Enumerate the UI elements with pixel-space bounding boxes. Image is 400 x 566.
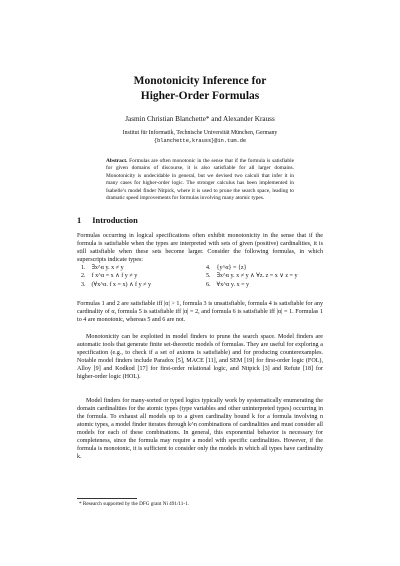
section-number: 1 (77, 216, 82, 225)
formula-number: 6. (206, 281, 211, 288)
formula-number: 5. (206, 273, 211, 280)
formula-item (206, 272, 298, 280)
affiliation-block (0, 129, 400, 145)
abstract-label: Abstract. (106, 158, 128, 164)
formula-number: 4. (206, 265, 211, 271)
footnote: * Research supported by the DFG grant Ni 491/11-1. (79, 501, 190, 507)
formula-number: 2. (81, 273, 86, 280)
title-line-1: Monotonicity Inference for (133, 75, 267, 87)
formula-item (81, 264, 124, 272)
paragraph-1: Formulas occurring in logical specifications often exhibit monotonicity in the sense that if the formula is satisfiable when the types are interpreted with sets of given (positive) cardinalities, it is still satisfiable when these sets become larger. Consider the following formulas, in which superscripts indicate types: (77, 233, 323, 264)
formula-text: f x^α = x ∧ f y ≠ y (91, 273, 138, 280)
email: {blanchette,krauss}@in.tum.de (153, 138, 247, 144)
abstract-text: Formulas are often monotonic in the sense that if the formula is satisfiable for given domains of discourse, it is also satisfiable for all larger domains. Monotonicity is undecidable in general, but we devised two calculi that infer it in many cases for higher-order logic. The stronger calculus has been implemented in Isabelle’s model finder Nitpick, where it is used to prune the search space, leading to dramatic speed improvements for formulas involving many atomic types. (106, 158, 294, 202)
title-line-2: Higher-Order Formulas (140, 90, 260, 102)
formula-text: {y^α} = {z} (216, 265, 247, 271)
paragraph-3: Monotonicity can be exploited in model finders to prune the search space. Model finders are automatic tools that generate finite set-theoretic models of formulas. They are useful for exploring a specification (e.g., to check if a set of axioms is satisfiable) and for producing counterexamples. Notable model finders include Paradox [5], MACE [11], and SEM [19] for first-order logic (FOL), Alloy [9] and Kodkod [17] for first-order relational logic, and Nitpick [3] and Refute [18] for higher-order logic (HOL). (77, 334, 323, 381)
paragraph-4: Model finders for many-sorted or typed logics typically work by systematically enumerating the domain cardinalities for the atomic types (type variables and other uninterpreted types) occurring in the formula. To exhaust all models up to a given cardinality bound k for a formula involving n atomic types, a model finder iterates through k^n combinations of cardinalities and must consider all models for each of these combinations. In general, this exponential behavior is necessary for completeness, since the formula may require a model with specific cardinalities. However, if the formula is monotonic, it is sufficient to consider only the models in which all types have cardinality k. (77, 398, 323, 461)
footnote-rule (77, 498, 137, 499)
formula-text: ∃x^α y. x ≠ y ∧ ∀z. z = x ∨ z = y (216, 273, 298, 280)
abstract (106, 158, 294, 203)
affiliation: Institut für Informatik, Technische Universität München, Germany (122, 130, 278, 136)
section-heading (77, 216, 138, 225)
formula-text: (∀x^α. f x = x) ∧ f y ≠ y (91, 281, 152, 288)
formula-number: 3. (81, 281, 86, 288)
formula-text: ∃x^α y. x ≠ y (91, 265, 124, 271)
paragraph-2: Formulas 1 and 2 are satisfiable iff |α| > 1, formula 3 is unsatisfiable, formula 4 is satisfiable for any cardinality of α, formula 5 is satisfiable iff |α| = 2, and formula 6 is satisfiable iff |α| = 1. Formulas 1 to 4 are monotonic, whereas 5 and 6 are not. (77, 301, 323, 324)
formula-text: ∀x^α y. x = y (216, 281, 250, 288)
formula-item (206, 264, 247, 272)
formula-item (81, 281, 151, 289)
formula-number: 1. (81, 265, 86, 271)
formula-item (206, 281, 249, 289)
authors: Jasmin Christian Blanchette* and Alexander Krauss (125, 115, 275, 123)
paper-title (0, 74, 400, 104)
formula-item (81, 272, 137, 280)
section-title: Introduction (92, 216, 138, 225)
